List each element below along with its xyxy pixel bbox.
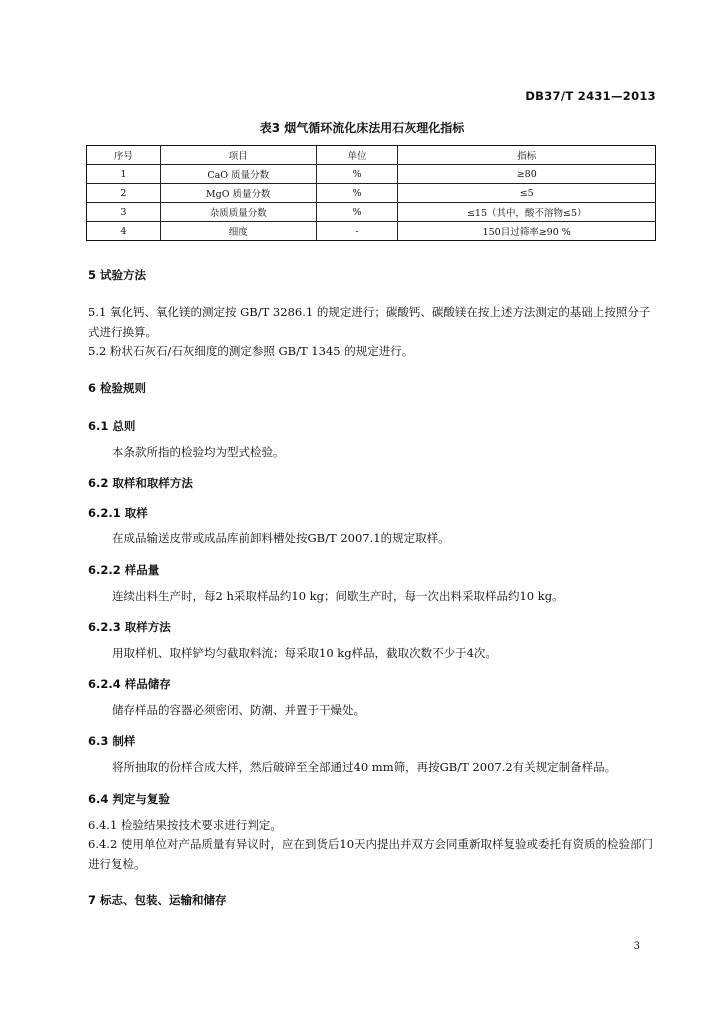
- table-row: [87, 222, 656, 241]
- clause-6-2-1-heading: 6.2.1 取样: [88, 506, 148, 520]
- table-cell: ≤15（其中，酸不溶物≤5）: [398, 203, 656, 222]
- clause-6-2-2-text: 连续出料生产时，每2 h采取样品约10 kg；间歇生产时，每一次出料采取样品约10 kg。: [112, 589, 564, 603]
- table-cell: 3: [87, 203, 161, 222]
- clause-6-3-text: 将所抽取的份样合成大样，然后破碎至全部通过40 mm筛，再按GB/T 2007.2有关规定制备样品。: [112, 760, 617, 774]
- table-row: [87, 165, 656, 184]
- table-cell: %: [316, 203, 398, 222]
- clause-6-2-heading: 6.2 取样和取样方法: [88, 476, 193, 490]
- table-cell: MgO 质量分数: [160, 184, 316, 203]
- table-cell: ≤5: [398, 184, 656, 203]
- column-header: 单位: [316, 146, 398, 165]
- clause-6-2-2-heading: 6.2.2 样品量: [88, 563, 160, 577]
- clause-5-2: 5.2 粉状石灰石/石灰细度的测定参照 GB/T 1345 的规定进行。: [88, 344, 414, 358]
- table-cell: 4: [87, 222, 161, 241]
- spec-table: [86, 145, 656, 241]
- table-cell: 150目过筛率≥90 %: [398, 222, 656, 241]
- table-cell: 细度: [160, 222, 316, 241]
- clause-6-4-heading: 6.4 判定与复验: [88, 792, 170, 806]
- standard-number: DB37/T 2431—2013: [525, 89, 656, 103]
- clause-6-2-4-heading: 6.2.4 样品储存: [88, 677, 171, 691]
- table-cell: 2: [87, 184, 161, 203]
- clause-6-2-3-text: 用取样机、取样铲均匀截取料流；每采取10 kg样品，截取次数不少于4次。: [112, 646, 497, 660]
- clause-6-1-heading: 6.1 总则: [88, 419, 136, 433]
- column-header: 指标: [398, 146, 656, 165]
- column-header: 序号: [87, 146, 161, 165]
- table-cell: 1: [87, 165, 161, 184]
- clause-6-2-4-text: 储存样品的容器必须密闭、防潮、并置于干燥处。: [112, 703, 365, 717]
- clause-6-2-1-text: 在成品输送皮带或成品库前卸料槽处按GB/T 2007.1的规定取样。: [112, 531, 450, 545]
- table-row: [87, 184, 656, 203]
- table-row: [87, 203, 656, 222]
- table-caption: 表3 烟气循环流化床法用石灰理化指标: [259, 121, 465, 135]
- table-cell: %: [316, 165, 398, 184]
- clause-6-2-3-heading: 6.2.3 取样方法: [88, 620, 171, 634]
- clause-6-4-1: 6.4.1 检验结果按技术要求进行判定。: [88, 818, 282, 832]
- table-cell: -: [316, 222, 398, 241]
- page-number: 3: [633, 941, 640, 952]
- table-cell: %: [316, 184, 398, 203]
- clause-6-1-text: 本条款所指的检验均为型式检验。: [112, 445, 285, 459]
- table-cell: ≥80: [398, 165, 656, 184]
- table-header-row: [87, 146, 656, 165]
- section-7-heading: 7 标志、包装、运输和储存: [88, 893, 227, 907]
- clause-6-3-heading: 6.3 制样: [88, 734, 136, 748]
- table-cell: CaO 质量分数: [160, 165, 316, 184]
- clause-5-1: 5.1 氧化钙、氧化镁的测定按 GB/T 3286.1 的规定进行；碳酸钙、碳酸镁在按上述方法测定的基础上按照分子式进行换算。: [88, 305, 651, 339]
- section-6-heading: 6 检验规则: [88, 381, 147, 395]
- table-cell: 杂质质量分数: [160, 203, 316, 222]
- section-5-heading: 5 试验方法: [88, 268, 147, 282]
- clause-6-4-2: 6.4.2 使用单位对产品质量有异议时，应在到货后10天内提出并双方会同重新取样复验或委托有资质的检验部门进行复检。: [88, 837, 654, 871]
- column-header: 项目: [160, 146, 316, 165]
